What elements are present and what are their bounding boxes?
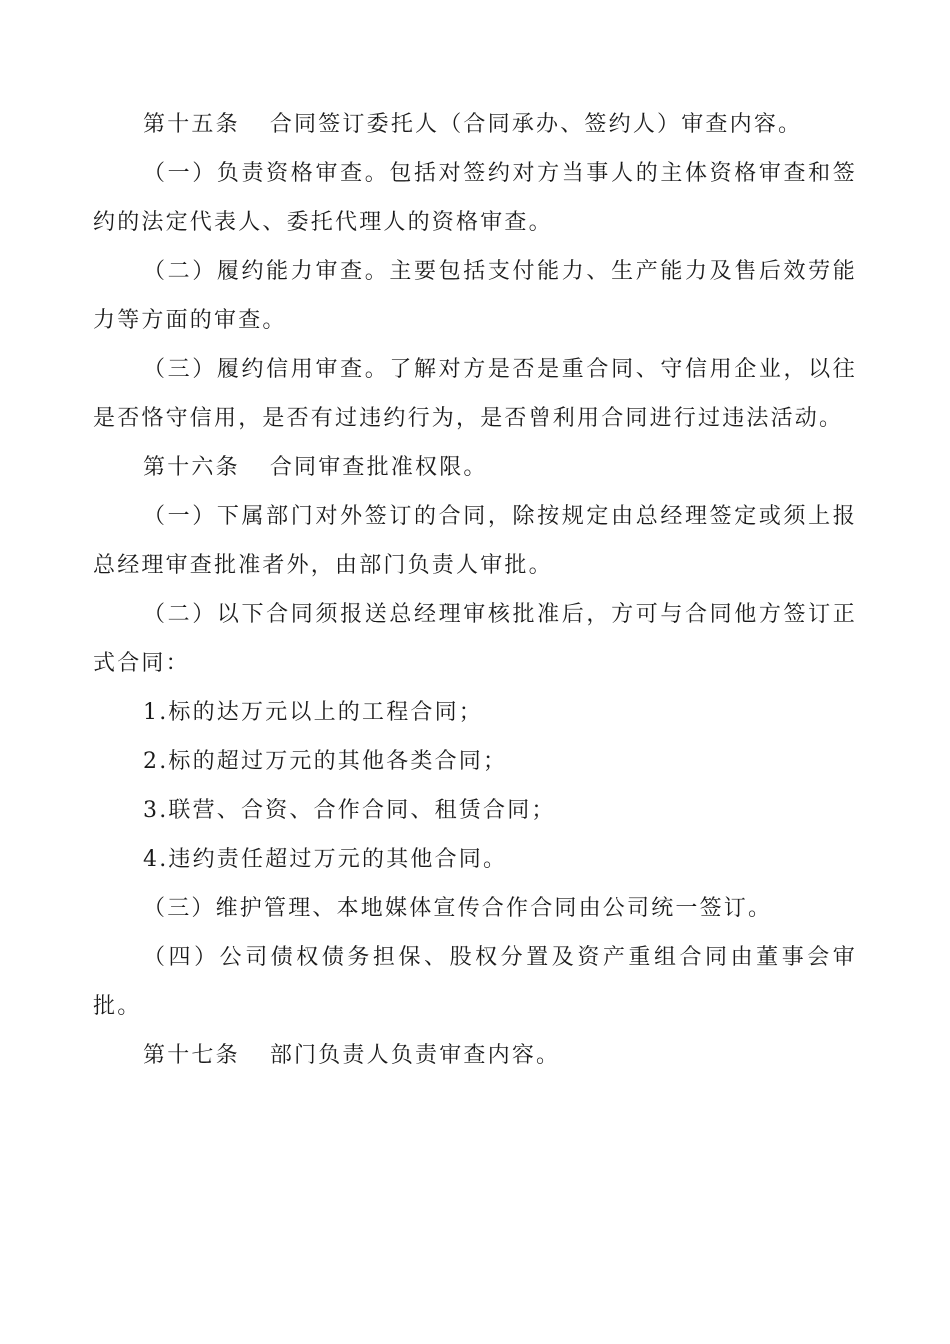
article-15-item-3: （三）履约信用审查。了解对方是否是重合同、守信用企业，以往是否恪守信用，是否有过违约行为，是否曾利用合同进行过违法活动。	[93, 357, 857, 431]
article-16-subitem-4: 4.违约责任超过万元的其他合同。	[143, 847, 508, 872]
article-17-title	[93, 1031, 857, 1080]
article-heading: 合同审查批准权限。	[269, 455, 488, 480]
article-16-title	[93, 443, 857, 492]
article-16-subitem-2: 2.标的超过万元的其他各类合同；	[143, 749, 508, 774]
article-15-item-2: （二）履约能力审查。主要包括支付能力、生产能力及售后效劳能力等方面的审查。	[93, 259, 857, 333]
article-heading: 合同签订委托人（合同承办、签约人）审查内容。	[269, 112, 803, 137]
article-15-title	[93, 100, 857, 149]
document-body	[93, 100, 857, 1080]
article-16-subitem-1: 1.标的达万元以上的工程合同；	[143, 700, 483, 725]
article-number: 第十五条	[143, 112, 240, 137]
article-15-item-1: （一）负责资格审查。包括对签约对方当事人的主体资格审查和签约的法定代表人、委托代理人的资格审查。	[93, 161, 857, 235]
article-16-item-4: （四）公司债权债务担保、股权分置及资产重组合同由董事会审批。	[93, 945, 857, 1019]
article-16-subitem-3: 3.联营、合资、合作合同、租赁合同；	[143, 798, 556, 823]
article-16-item-2: （二）以下合同须报送总经理审核批准后，方可与合同他方签订正式合同：	[93, 602, 857, 676]
article-16-item-1: （一）下属部门对外签订的合同，除按规定由总经理签定或须上报总经理审查批准者外，由部门负责人审批。	[93, 504, 857, 578]
article-number: 第十六条	[143, 455, 240, 480]
article-heading: 部门负责人负责审查内容。	[269, 1043, 561, 1068]
article-16-item-3: （三）维护管理、本地媒体宣传合作合同由公司统一签订。	[143, 896, 773, 921]
article-number: 第十七条	[143, 1043, 240, 1068]
